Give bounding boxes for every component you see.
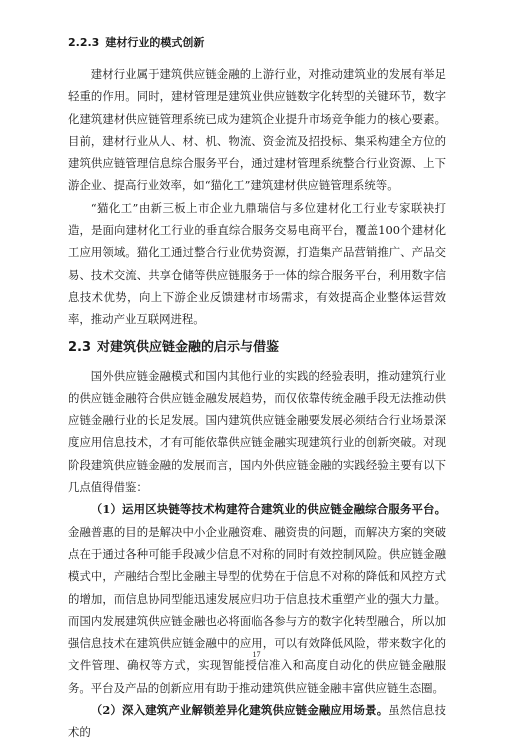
body-paragraph: 国外供应链金融模式和国内其他行业的实践的经验表明，推动建筑行业的供应链金融符合供应链金融发展趋势，而仅依靠传统金融手段无法推动供应链金融行业的长足发展。国内建筑供应链金融要发展必须结合行业场景深度应用信息技术，才有可能依靠供应链金融实现建筑行业的创新突破。对现阶段建筑供应链金融的发展而言，国内外供应链金融的实践经验主要有以下几点值得借鉴： xyxy=(68,368,446,495)
point-body: 虽然信息技术的 xyxy=(68,703,446,740)
body-paragraph: 建材行业属于建筑供应链金融的上游行业，对推动建筑业的发展有举足轻重的作用。同时，建材管理是建筑业供应链数字化转型的关键环节，数字化建筑建材供应链管理系统已成为建筑企业提升市场竞争能力的核心要素。目前，建材行业从人、材、机、物流、资金流及招投标、集采构建全方位的建筑供应链管理信息综合服务平台，通过建材管理系统整合行业资源、上下游企业、提高行业效率，如“猫化工”建筑建材供应链管理系统等。 xyxy=(68,67,446,193)
subsection-number: 2.2.3 xyxy=(68,36,100,49)
point-lead: （1）运用区块链等技术构建符合建筑业的供应链金融综合服务平台。 xyxy=(90,502,446,517)
section-title: 对建筑供应链金融的启示与借鉴 xyxy=(97,339,280,355)
body-paragraph: “猫化工”由新三板上市企业九鼎瑞信与多位建材化工行业专家联袂打造，是面向建材化工行业的垂直综合服务交易电商平台，覆盖100个建材化工应用领域。猫化工通过整合行业优势资源，打造集产品营销推广、产品交易、技术交流、共享仓储等供应链服务于一体的综合服务平台，利用数字信息技术优势，向上下游企业反馈建材市场需求，有效提高企业整体运营效率，推动产业互联网进程。 xyxy=(68,200,446,327)
page-number: 17 xyxy=(252,650,261,659)
point-body: 金融普惠的目的是解决中小企业融资难、融资贵的问题，而解决方案的突破点在于通过各种可能手段减少信息不对称的同时有效控制风险。供应链金融模式中，产融结合型比金融主导型的优势在于信息不对称的降低和风控方式的增加，而信息协同型能迅速发展应归功于信息技术重塑产业的强大力量。而国内发展建筑供应链金融也必将面临各参与方的数字化转型融合，所以加强信息技术在建筑供应链金融中的应用，可以有效降低风险，带来数字化的文件管理、确权等方式，实现智能授信准入和高度自动化的供应链金融服务。平台及产品的创新应用有助于推动建筑供应链金融丰富供应链生态圈。 xyxy=(68,524,446,695)
subsection-title: 建材行业的模式创新 xyxy=(105,36,205,49)
point-paragraph xyxy=(68,498,446,699)
point-lead: （2）深入建筑产业解锁差异化建筑供应链金融应用场景。 xyxy=(90,703,389,718)
point-paragraph xyxy=(68,699,446,744)
section-number: 2.3 xyxy=(68,339,92,355)
page-content xyxy=(68,34,446,744)
section-heading xyxy=(68,337,446,359)
subsection-heading xyxy=(68,34,446,52)
